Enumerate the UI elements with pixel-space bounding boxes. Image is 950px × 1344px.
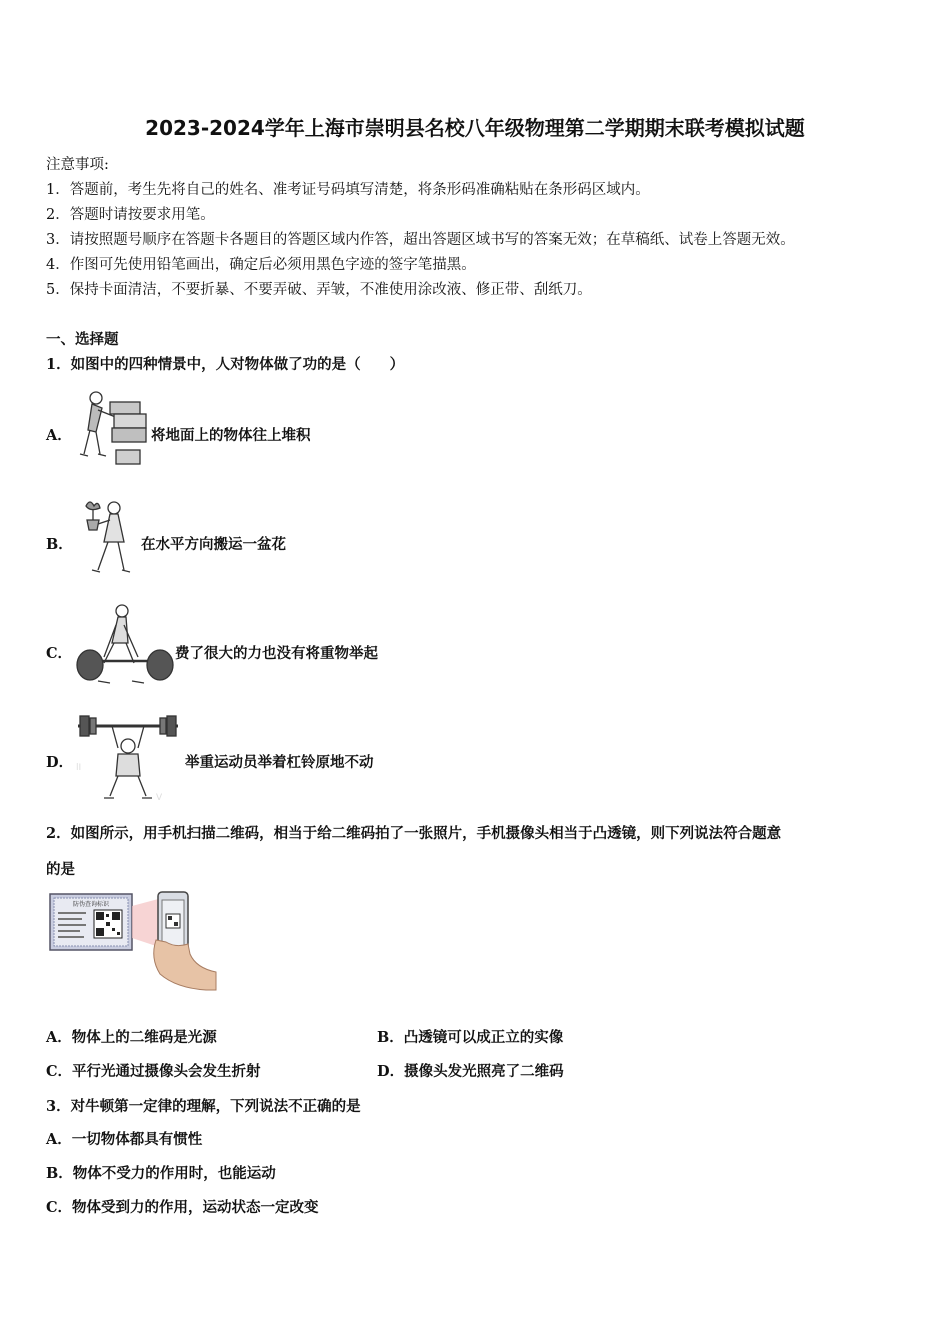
person-failing-to-lift-barbell-illustration bbox=[74, 603, 174, 687]
question-2-stem-line2: 的是 bbox=[46, 861, 75, 878]
notice-item-3: 3．请按照题号顺序在答题卡各题目的答题区域内作答，超出答题区域书写的答案无效；在草稿纸、试卷上答题无效。 bbox=[46, 232, 795, 248]
phone-scanning-qr-code-illustration bbox=[46, 888, 218, 994]
notice-item-4: 4．作图可先使用铅笔画出，确定后必须用黑色字迹的签字笔描黑。 bbox=[46, 257, 476, 273]
card-title: 防伪查询标识 bbox=[72, 901, 110, 908]
section-heading: 一、选择题 bbox=[46, 331, 119, 348]
q2-option-b: B．凸透镜可以成正立的实像 bbox=[377, 1029, 564, 1046]
q1-option-c-letter: C． bbox=[46, 645, 73, 662]
q2-option-c: C．平行光通过摄像头会发生折射 bbox=[46, 1063, 261, 1080]
q1-option-a-text: 将地面上的物体往上堆积 bbox=[151, 427, 311, 444]
person-carrying-flowerpot-illustration bbox=[76, 498, 136, 580]
notice-item-2: 2．答题时请按要求用笔。 bbox=[46, 207, 215, 223]
notice-item-5: 5．保持卡面清洁，不要折暴、不要弄破、弄皱，不准使用涂改液、修正带、刮纸刀。 bbox=[46, 282, 592, 298]
question-3-stem: 3．对牛顿第一定律的理解，下列说法不正确的是 bbox=[46, 1098, 361, 1115]
q3-option-b: B．物体不受力的作用时，也能运动 bbox=[46, 1165, 276, 1182]
q2-option-a: A．物体上的二维码是光源 bbox=[46, 1029, 217, 1046]
q2-option-d: D．摄像头发光照亮了二维码 bbox=[377, 1063, 564, 1080]
svg-text:lI: lI bbox=[76, 763, 82, 773]
question-1-stem: 1．如图中的四种情景中，人对物体做了功的是（ ） bbox=[46, 356, 405, 373]
notice-heading: 注意事项: bbox=[46, 157, 109, 173]
q1-option-b-letter: B． bbox=[46, 536, 73, 553]
person-stacking-boxes-illustration bbox=[74, 388, 150, 470]
q1-option-d-letter: D． bbox=[46, 754, 74, 771]
svg-text:V: V bbox=[156, 793, 163, 803]
q1-option-c-text: 费了很大的力也没有将重物举起 bbox=[175, 645, 378, 662]
notice-item-1: 1．答题前，考生先将自己的姓名、准考证号码填写清楚，将条形码准确粘贴在条形码区域内。 bbox=[46, 182, 650, 198]
weightlifter-holding-barbell-illustration bbox=[72, 712, 184, 806]
q1-option-a-letter: A． bbox=[46, 427, 72, 444]
page-title: 2023-2024学年上海市崇明县名校八年级物理第二学期期末联考模拟试题 bbox=[145, 116, 805, 140]
q1-option-b-text: 在水平方向搬运一盆花 bbox=[141, 536, 286, 553]
q3-option-c: C．物体受到力的作用，运动状态一定改变 bbox=[46, 1199, 319, 1216]
question-2-stem-line1: 2．如图所示，用手机扫描二维码，相当于给二维码拍了一张照片，手机摄像头相当于凸透镜，则下列说法符合题意 bbox=[46, 825, 782, 842]
q3-option-a: A．一切物体都具有惯性 bbox=[46, 1131, 203, 1148]
q1-option-d-text: 举重运动员举着杠铃原地不动 bbox=[185, 754, 374, 771]
